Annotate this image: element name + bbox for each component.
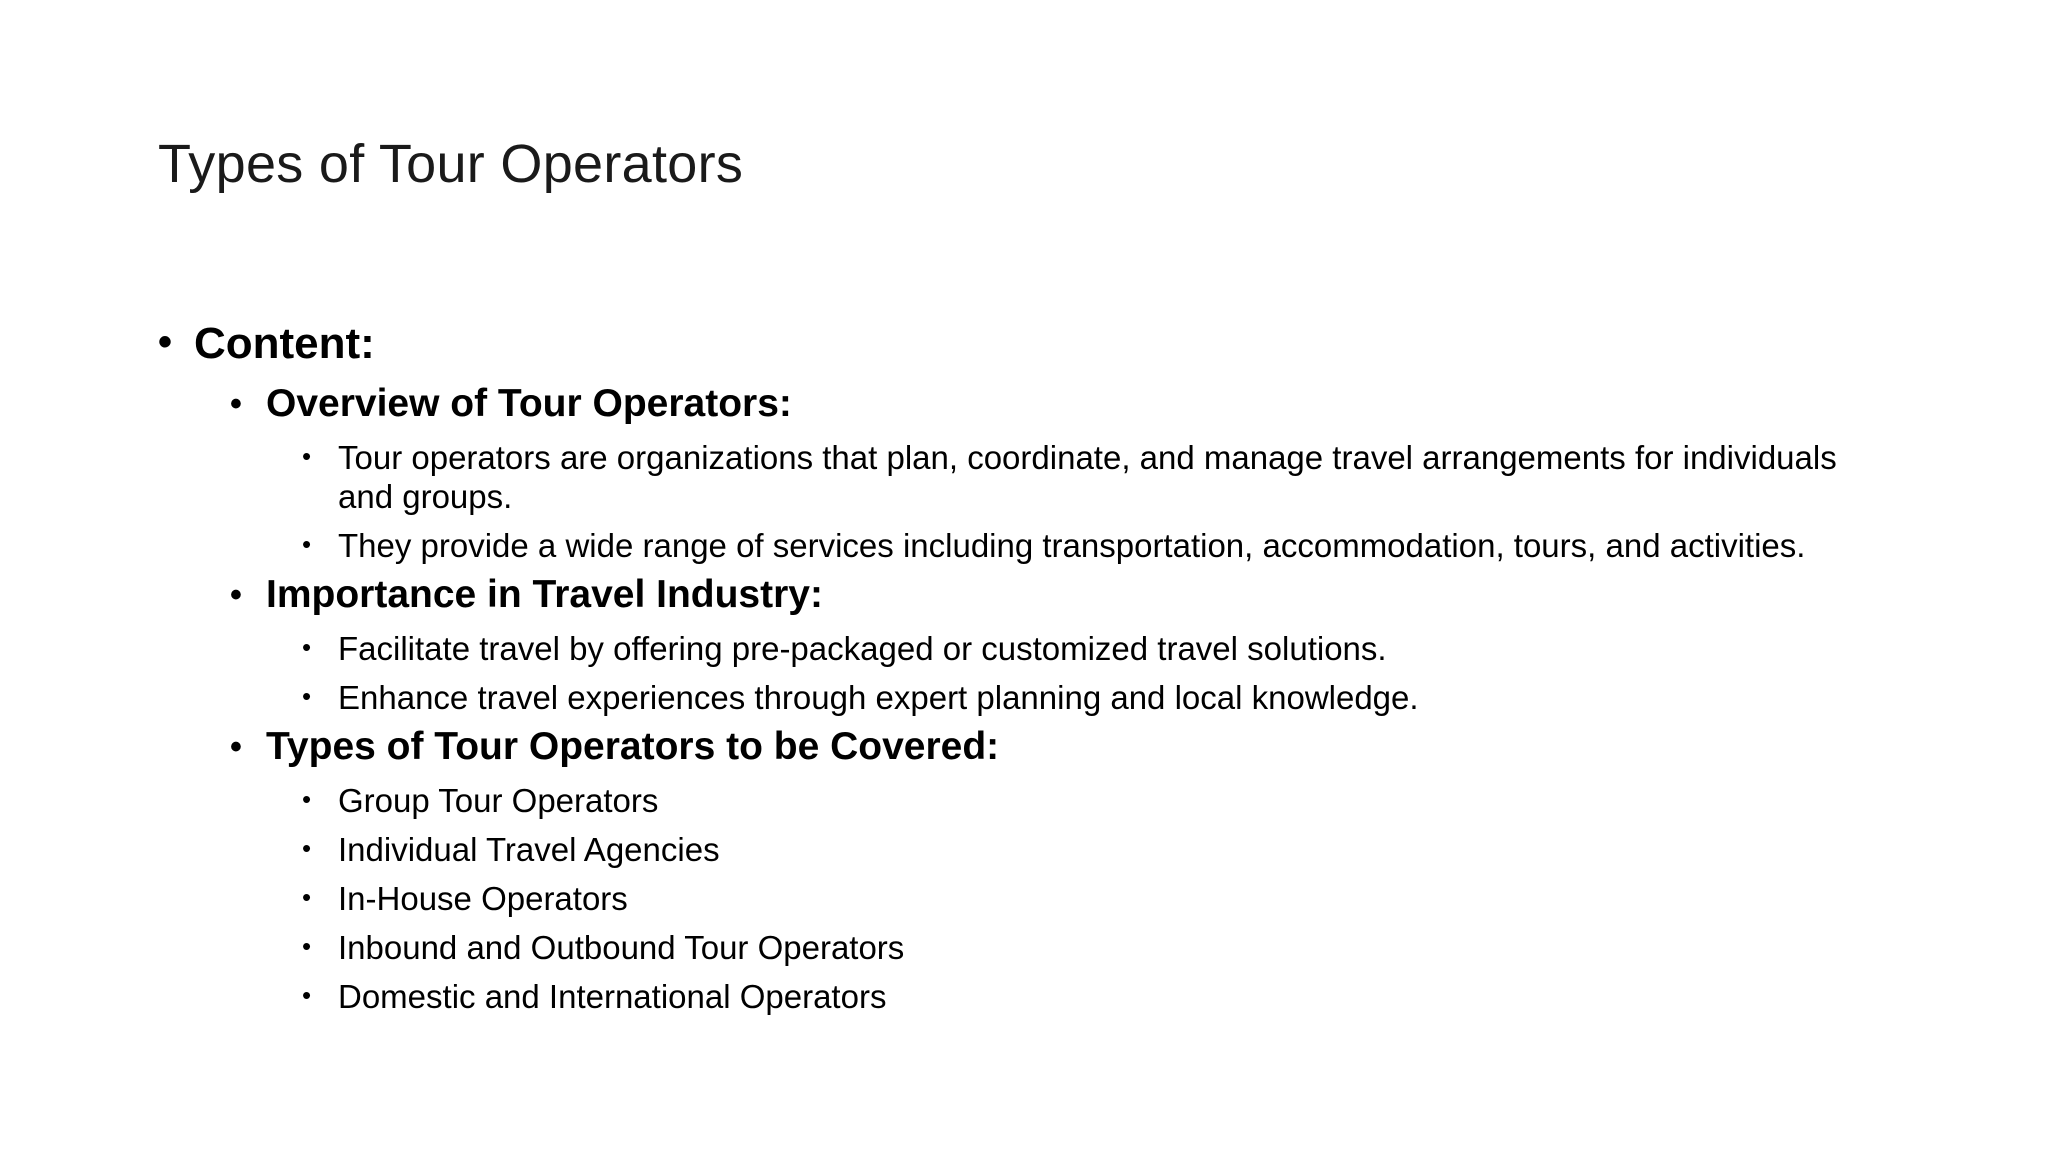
list-item-text: In-House Operators xyxy=(338,880,628,917)
list-item-text: They provide a wide range of services including transportation, accommodation, tours, and activities. xyxy=(338,527,1806,564)
bullet-icon: • xyxy=(302,784,312,814)
bullet-icon: • xyxy=(302,441,312,471)
bullet-icon: • xyxy=(302,833,312,863)
list-item xyxy=(302,781,1898,820)
list-item-text: Tour operators are organizations that plan, coordinate, and manage travel arrangements for individuals and groups. xyxy=(338,439,1837,515)
list-item xyxy=(302,629,1898,668)
section-heading: Types of Tour Operators to be Covered: xyxy=(266,725,1000,768)
list-item-text: Inbound and Outbound Tour Operators xyxy=(338,929,905,966)
bullet-icon: • xyxy=(302,931,312,961)
bullet-icon: • xyxy=(302,529,312,559)
list-item xyxy=(302,830,1898,869)
section-heading: Importance in Travel Industry: xyxy=(266,573,823,616)
bullet-icon: • xyxy=(230,576,242,614)
section-heading-item xyxy=(230,571,1898,619)
list-item-text: Domestic and International Operators xyxy=(338,978,887,1015)
list-item xyxy=(302,879,1898,918)
bullet-icon: • xyxy=(302,681,312,711)
bullet-icon: • xyxy=(158,320,173,364)
bullet-icon: • xyxy=(302,632,312,662)
content-heading-item xyxy=(158,318,1898,370)
list-item-text: Group Tour Operators xyxy=(338,782,659,819)
slide-body xyxy=(158,318,1898,1016)
bullet-icon: • xyxy=(230,728,242,766)
list-item-text: Individual Travel Agencies xyxy=(338,831,720,868)
bullet-icon: • xyxy=(302,980,312,1010)
slide-title: Types of Tour Operators xyxy=(158,134,744,194)
list-item xyxy=(302,526,1898,565)
section-heading: Overview of Tour Operators: xyxy=(266,382,792,425)
section-heading-item xyxy=(230,380,1898,428)
section-heading-item xyxy=(230,723,1898,771)
list-item-text: Enhance travel experiences through expert planning and local knowledge. xyxy=(338,679,1419,716)
list-item xyxy=(302,438,1898,516)
list-item xyxy=(302,928,1898,967)
list-item xyxy=(302,977,1898,1016)
bullet-icon: • xyxy=(230,385,242,423)
list-item xyxy=(302,678,1898,717)
list-item-text: Facilitate travel by offering pre-packaged or customized travel solutions. xyxy=(338,630,1387,667)
content-heading: Content: xyxy=(194,319,375,368)
bullet-icon: • xyxy=(302,882,312,912)
